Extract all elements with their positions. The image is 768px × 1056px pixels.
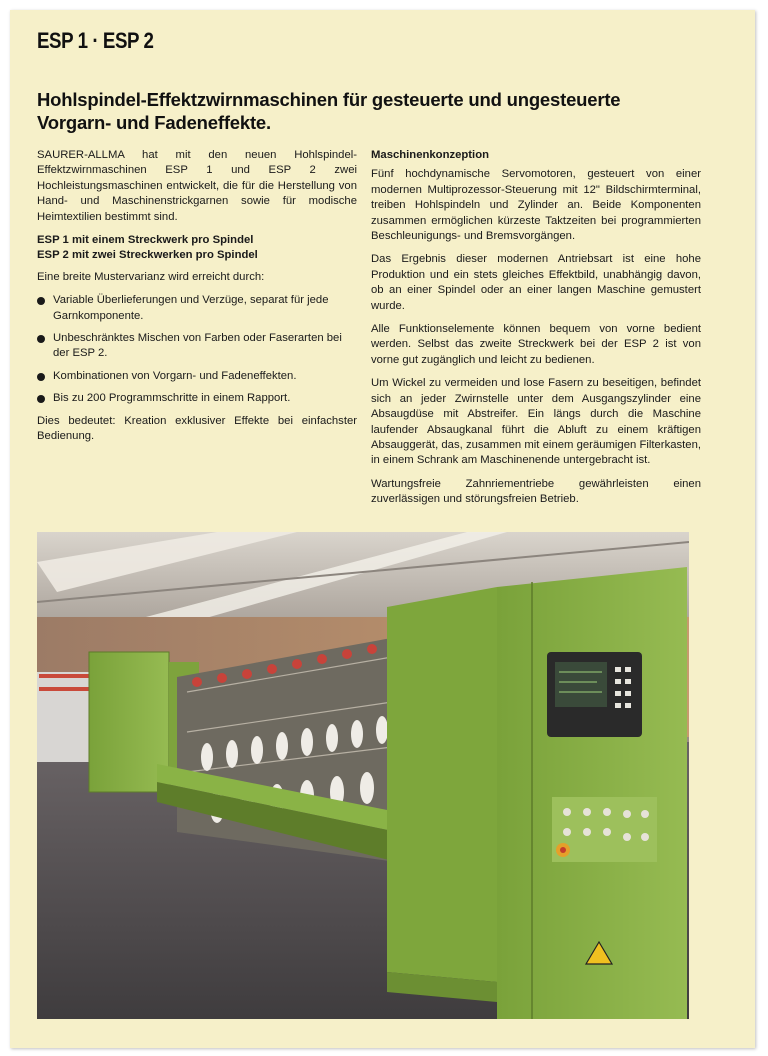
right-column	[371, 148, 701, 516]
feature-bullet-list	[37, 293, 357, 406]
brochure-page	[10, 10, 755, 1048]
intro-paragraph: SAURER-ALLMA hat mit den neuen Hohlspindel-Effektzwirnmaschinen ESP 1 und ESP 2 zwei Hochleistungsmaschinen entwickelt, die für die Herstellung von Hand- und Maschinenstrickgarnen sowie für modische Heimtextilien bestimmt sind.	[37, 149, 357, 223]
variant-esp2: ESP 2 mit zwei Streckwerken pro Spindel	[37, 249, 258, 262]
section-heading: Maschinenkonzeption	[371, 149, 489, 161]
twisting-machine-photo-icon	[37, 532, 689, 1019]
list-item: Variable Überlieferungen und Verzüge, separat für jede Garnkomponente.	[37, 293, 357, 324]
bullet-icon	[37, 373, 45, 381]
list-item: Kombinationen von Vorgarn- und Fadeneffekten.	[37, 369, 357, 384]
bullet-icon	[37, 297, 45, 305]
body-paragraph: Um Wickel zu vermeiden und lose Fasern zu beseitigen, befindet sich an jeder Zwirnstelle unter dem Ausgangszylinder eine Absaugdüse mit Abstreifer. Ein längs durch die Maschine laufender Absaugkanal führt die Abluft zu einem kräftigen Absauggerät, das, zusammen mit einem geräumigen Filterkasten, in einem Schrank am Maschinenende untergebracht ist.	[371, 377, 701, 467]
body-paragraph: Das Ergebnis dieser modernen Antriebsart ist eine hohe Produktion und ein stets gleiches Effektbild, unabhängig davon, ob an einer Spindel oder an einer langen Maschine gemustert wurde.	[371, 253, 701, 312]
series-title: ESP 1 · ESP 2	[37, 28, 154, 53]
body-paragraph: Wartungsfreie Zahnriementriebe gewährleisten einen zuverlässigen und störungsfreien Betrieb.	[371, 477, 701, 506]
conclusion-paragraph: Dies bedeutet: Kreation exklusiver Effekte bei einfachster Bedienung.	[37, 414, 357, 443]
bullet-icon	[37, 335, 45, 343]
variety-intro: Eine breite Mustervarianz wird erreicht durch:	[37, 270, 265, 283]
list-item: Unbeschränktes Mischen von Farben oder Faserarten bei der ESP 2.	[37, 331, 357, 362]
list-item: Bis zu 200 Programmschritte in einem Rapport.	[37, 391, 357, 406]
left-column	[37, 148, 357, 453]
machine-photo	[37, 532, 689, 1019]
variant-esp1: ESP 1 mit einem Streckwerk pro Spindel	[37, 234, 254, 247]
bullet-icon	[37, 395, 45, 403]
variant-list	[37, 233, 357, 264]
body-paragraph: Alle Funktionselemente können bequem von vorne bedient werden. Selbst das zweite Streckwerk bei der ESP 2 ist von vorne gut zugänglich und leicht zu bedienen.	[371, 323, 701, 366]
body-paragraph: Fünf hochdynamische Servomotoren, gesteuert von einer modernen Multiprozessor-Steuerung mit 12" Bildschirmterminal, treiben Hohlspindeln und Zylinder an. Beide Komponenten zusammen ermöglichen kürzeste Taktzeiten bei programmierten Beschleunigungs- und Bremsvorgängen.	[371, 168, 701, 243]
page-headline: Hohlspindel-Effektzwirnmaschinen für gesteuerte und ungesteuerte Vorgarn- und Fadeneffekte.	[37, 89, 621, 133]
